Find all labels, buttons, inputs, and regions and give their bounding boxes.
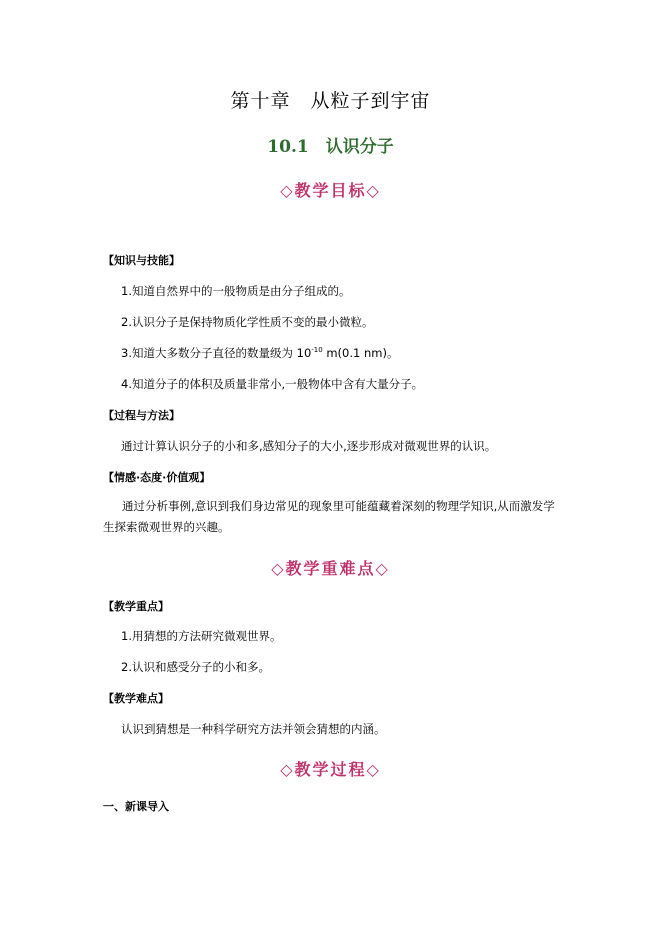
knowledge-item-3-suffix: m(0.1 nm)。 [322,346,399,360]
heading-process: ◇教学过程◇ [280,760,381,779]
label-knowledge-skills: 【知识与技能】 [103,254,180,267]
section-title: 10.1 认识分子 [267,137,394,157]
knowledge-item-4: 4.知道分子的体积及质量非常小,一般物体中含有大量分子。 [121,377,424,391]
chapter-title: 第十章 从粒子到宇宙 [230,90,431,112]
label-key-points: 【教学重点】 [103,600,169,613]
label-emotion-attitude: 【情感·态度·价值观】 [103,471,211,484]
key-point-item-1: 1.用猜想的方法研究微观世界。 [121,629,282,643]
emotion-text: 通过分析事例,意识到我们身边常见的现象里可能蕴藏着深刻的物理学知识,从而激发学生探索微观世界的兴趣。 [103,499,555,534]
difficulties-text: 认识到猜想是一种科学研究方法并领会猜想的内涵。 [121,722,386,736]
heading-objectives: ◇教学目标◇ [280,181,381,200]
knowledge-item-1: 1.知道自然界中的一般物质是由分子组成的。 [121,284,351,298]
knowledge-item-3-prefix: 3.知道大多数分子直径的数量级为 10 [121,346,312,360]
label-difficulties: 【教学难点】 [103,692,169,705]
process-step-intro: 一、新课导入 [103,800,169,813]
knowledge-item-3-exponent: -10 [311,346,323,355]
process-method-text: 通过计算认识分子的小和多,感知分子的大小,逐步形成对微观世界的认识。 [121,439,497,453]
label-process-method: 【过程与方法】 [103,409,180,422]
knowledge-item-2: 2.认识分子是保持物质化学性质不变的最小微粒。 [121,315,374,329]
heading-key-points: ◇教学重难点◇ [271,559,390,578]
knowledge-item-3 [121,345,398,361]
key-point-item-2: 2.认识和感受分子的小和多。 [121,660,270,674]
